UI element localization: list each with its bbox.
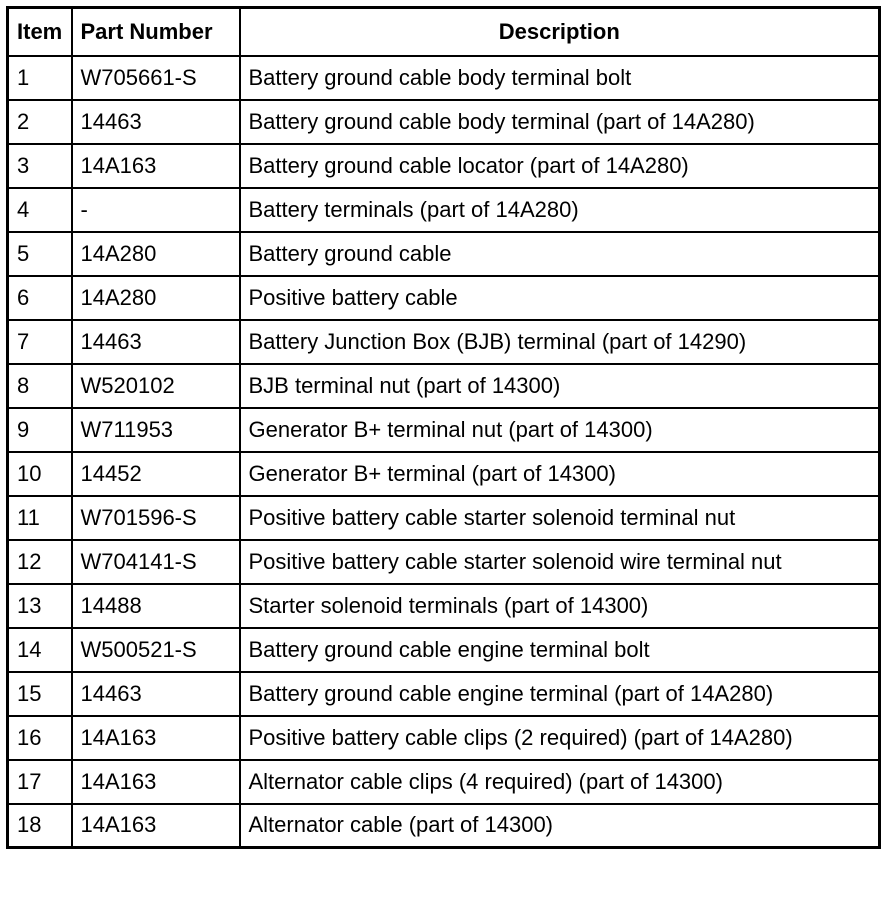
cell-part-number: 14463 xyxy=(72,320,240,364)
table-row xyxy=(8,144,880,188)
cell-description: Battery ground cable engine terminal (part of 14A280) xyxy=(240,672,880,716)
cell-item: 3 xyxy=(8,144,72,188)
cell-description: Positive battery cable clips (2 required) (part of 14A280) xyxy=(240,716,880,760)
cell-part-number: 14A163 xyxy=(72,716,240,760)
cell-part-number: W704141-S xyxy=(72,540,240,584)
cell-item: 2 xyxy=(8,100,72,144)
table-row xyxy=(8,716,880,760)
cell-part-number: 14452 xyxy=(72,452,240,496)
cell-description: Battery ground cable body terminal (part of 14A280) xyxy=(240,100,880,144)
table-body xyxy=(8,56,880,848)
cell-part-number: W701596-S xyxy=(72,496,240,540)
cell-item: 17 xyxy=(8,760,72,804)
table-row xyxy=(8,540,880,584)
cell-part-number: 14463 xyxy=(72,100,240,144)
cell-part-number: - xyxy=(72,188,240,232)
cell-description: Battery ground cable engine terminal bolt xyxy=(240,628,880,672)
cell-description: Battery terminals (part of 14A280) xyxy=(240,188,880,232)
cell-item: 8 xyxy=(8,364,72,408)
table-row xyxy=(8,628,880,672)
cell-description: Alternator cable (part of 14300) xyxy=(240,804,880,848)
cell-part-number: 14463 xyxy=(72,672,240,716)
table-row xyxy=(8,584,880,628)
cell-item: 9 xyxy=(8,408,72,452)
header-item: Item xyxy=(8,8,72,56)
table-row xyxy=(8,364,880,408)
cell-part-number: W500521-S xyxy=(72,628,240,672)
cell-item: 10 xyxy=(8,452,72,496)
table-row xyxy=(8,804,880,848)
cell-description: Battery ground cable xyxy=(240,232,880,276)
table-row xyxy=(8,232,880,276)
cell-part-number: 14A163 xyxy=(72,804,240,848)
cell-part-number: 14488 xyxy=(72,584,240,628)
cell-description: Positive battery cable starter solenoid wire terminal nut xyxy=(240,540,880,584)
table-row xyxy=(8,408,880,452)
table-row xyxy=(8,452,880,496)
table-row xyxy=(8,100,880,144)
cell-item: 6 xyxy=(8,276,72,320)
cell-part-number: W705661-S xyxy=(72,56,240,100)
table-header-row xyxy=(8,8,880,56)
table-row xyxy=(8,276,880,320)
cell-part-number: 14A163 xyxy=(72,760,240,804)
cell-description: Battery ground cable body terminal bolt xyxy=(240,56,880,100)
cell-item: 15 xyxy=(8,672,72,716)
cell-item: 13 xyxy=(8,584,72,628)
cell-item: 18 xyxy=(8,804,72,848)
cell-description: Battery ground cable locator (part of 14A280) xyxy=(240,144,880,188)
cell-description: Generator B+ terminal (part of 14300) xyxy=(240,452,880,496)
cell-item: 11 xyxy=(8,496,72,540)
cell-item: 5 xyxy=(8,232,72,276)
cell-description: Starter solenoid terminals (part of 14300) xyxy=(240,584,880,628)
cell-description: BJB terminal nut (part of 14300) xyxy=(240,364,880,408)
cell-description: Battery Junction Box (BJB) terminal (part of 14290) xyxy=(240,320,880,364)
table-row xyxy=(8,56,880,100)
parts-table xyxy=(6,6,881,849)
cell-item: 12 xyxy=(8,540,72,584)
table-row xyxy=(8,320,880,364)
cell-item: 14 xyxy=(8,628,72,672)
header-description: Description xyxy=(240,8,880,56)
table-row xyxy=(8,672,880,716)
cell-part-number: 14A280 xyxy=(72,232,240,276)
cell-description: Generator B+ terminal nut (part of 14300) xyxy=(240,408,880,452)
table-row xyxy=(8,188,880,232)
cell-description: Positive battery cable xyxy=(240,276,880,320)
cell-part-number: 14A280 xyxy=(72,276,240,320)
table-row xyxy=(8,760,880,804)
cell-description: Positive battery cable starter solenoid terminal nut xyxy=(240,496,880,540)
table-row xyxy=(8,496,880,540)
cell-description: Alternator cable clips (4 required) (part of 14300) xyxy=(240,760,880,804)
header-part-number: Part Number xyxy=(72,8,240,56)
cell-part-number: W711953 xyxy=(72,408,240,452)
cell-item: 4 xyxy=(8,188,72,232)
cell-item: 16 xyxy=(8,716,72,760)
cell-part-number: W520102 xyxy=(72,364,240,408)
cell-item: 7 xyxy=(8,320,72,364)
cell-item: 1 xyxy=(8,56,72,100)
cell-part-number: 14A163 xyxy=(72,144,240,188)
